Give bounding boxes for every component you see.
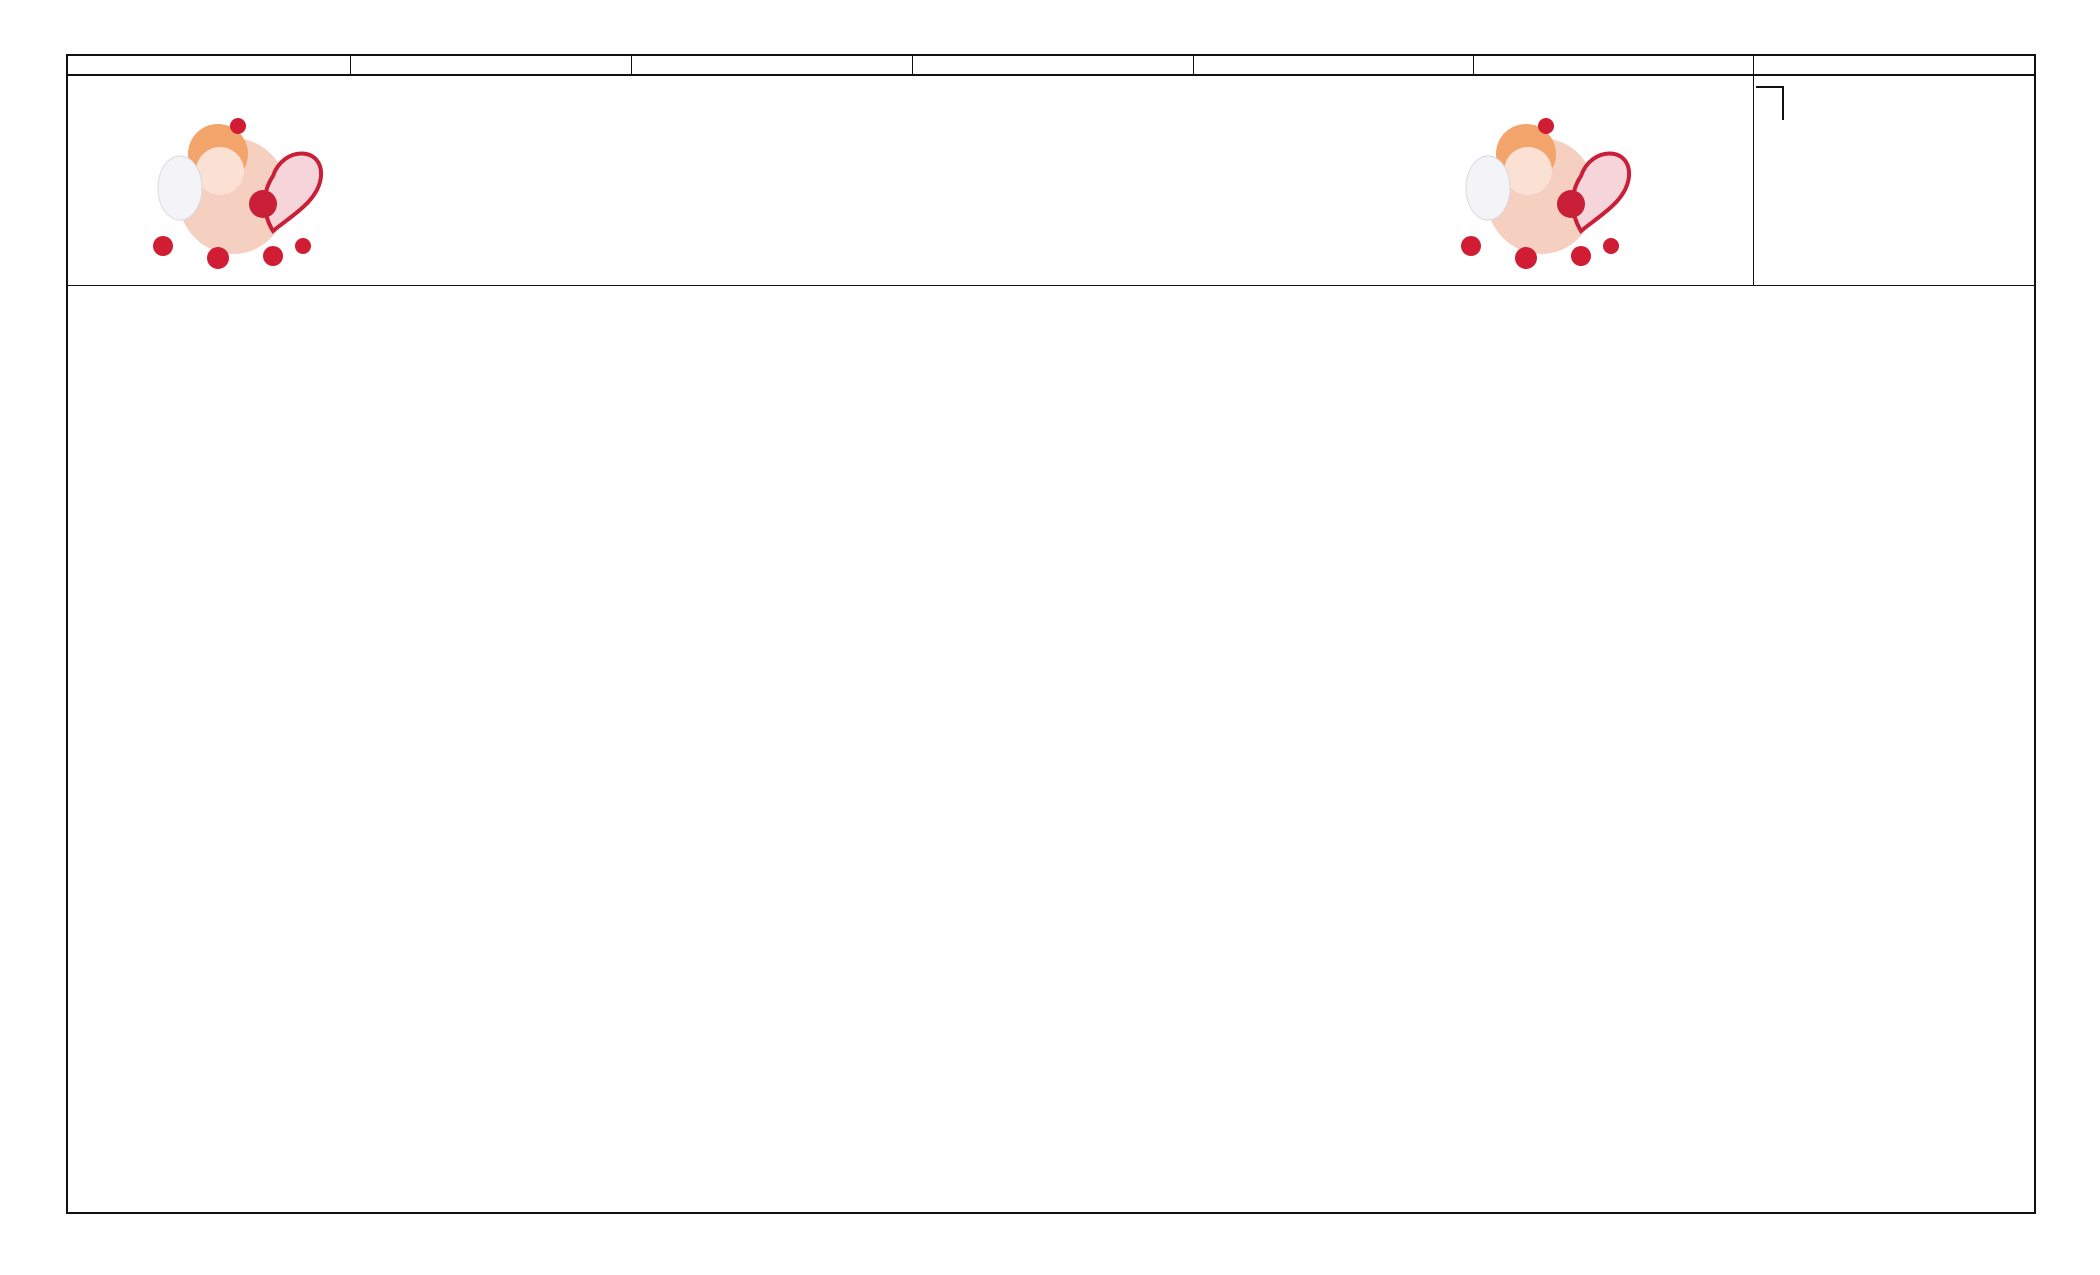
banner-artwork (68, 76, 1754, 286)
february-banner (68, 76, 1754, 286)
cherub-right-image (1461, 118, 1629, 269)
weekday-monday (351, 56, 632, 76)
weekday-sunday (68, 56, 351, 76)
day-number (1756, 86, 1784, 120)
cherub-left-image (153, 118, 321, 269)
weekday-tuesday (632, 56, 913, 76)
day-cell-1 (1754, 76, 2034, 286)
weekday-thursday (1194, 56, 1474, 76)
weekday-saturday (1754, 56, 2034, 76)
calendar-grid (66, 54, 2036, 1214)
weekday-friday (1474, 56, 1754, 76)
weekday-wednesday (913, 56, 1194, 76)
